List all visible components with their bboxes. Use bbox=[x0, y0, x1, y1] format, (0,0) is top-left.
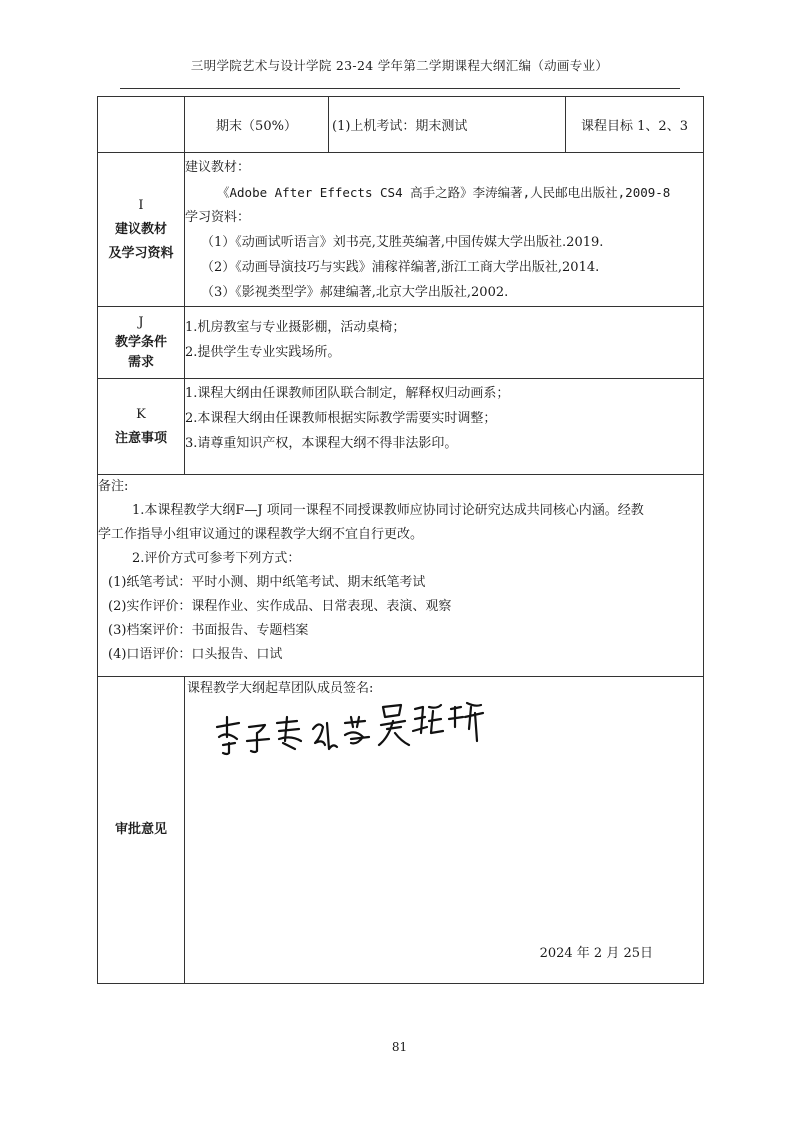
signature-1 bbox=[217, 717, 301, 754]
textbook-entry: 《Adobe After Effects CS4 高手之路》李涛编著,人民邮电出版社,2009-8 bbox=[217, 184, 671, 200]
notes-paragraph-1: 1.本课程教学大纲F—J 项同一课程不同授课教师应协同讨论研究达成共同核心内涵。经教 bbox=[132, 503, 644, 518]
evaluation-method: (3)档案评价：书面报告、专题档案 bbox=[108, 623, 309, 638]
document-header: 三明学院艺术与设计学院 23-24 学年第二学期课程大纲汇编（动画专业） bbox=[190, 58, 609, 73]
material-item: （1）《动画试听语言》刘书亮,艾胜英编著,中国传媒大学出版社.2019. bbox=[201, 234, 604, 250]
notes-content bbox=[98, 475, 704, 677]
section-k-label bbox=[98, 379, 185, 475]
notice-item: 2.本课程大纲由任课教师根据实际教学需要实时调整； bbox=[185, 411, 497, 426]
signature-3 bbox=[379, 703, 483, 745]
evaluation-method: (1)纸笔考试：平时小测、期中纸笔考试、期末纸笔考试 bbox=[108, 575, 426, 590]
materials-heading: 学习资料： bbox=[185, 209, 251, 225]
material-item: （3）《影视类型学》郝建编著,北京大学出版社,2002. bbox=[201, 284, 509, 300]
notice-item: 1.课程大纲由任课教师团队联合制定，解释权归动画系； bbox=[185, 386, 510, 401]
section-j-row bbox=[98, 307, 704, 379]
section-k-letter: K bbox=[136, 406, 146, 422]
evaluation-method: (4)口语评价：口头报告、口试 bbox=[108, 647, 283, 662]
section-i-label bbox=[98, 153, 185, 307]
final-exam-method-text: (1)上机考试：期末测试 bbox=[332, 119, 468, 134]
approval-label: 审批意见 bbox=[98, 677, 185, 984]
signature-2 bbox=[313, 717, 369, 749]
section-i-letter: I bbox=[138, 197, 144, 213]
section-i-title-1: 建议教材 bbox=[114, 221, 167, 237]
final-exam-method bbox=[329, 97, 566, 153]
signature-area bbox=[185, 677, 703, 983]
section-i-title-2: 及学习资料 bbox=[108, 245, 174, 261]
section-k-row bbox=[98, 379, 704, 475]
section-j-title-1: 教学条件 bbox=[114, 334, 167, 350]
notice-item: 3.请尊重知识产权，本课程大纲不得非法影印。 bbox=[185, 436, 458, 451]
notes-paragraph-1-cont: 学工作指导小组审议通过的课程教学大纲不宜自行更改。 bbox=[98, 527, 424, 542]
condition-item: 2.提供学生专业实践场所。 bbox=[185, 345, 341, 360]
header-rule bbox=[120, 88, 680, 89]
final-exam-label: 期末（50%） bbox=[185, 97, 329, 153]
section-j-title-2: 需求 bbox=[127, 354, 154, 370]
section-j-letter: J bbox=[138, 314, 144, 330]
notes-row bbox=[98, 475, 704, 677]
material-item: （2）《动画导演技巧与实践》浦稼祥编著,浙江工商大学出版社,2014. bbox=[201, 259, 600, 275]
approval-content bbox=[185, 677, 704, 984]
evaluation-method: (2)实作评价：课程作业、实作成品、日常表现、表演、观察 bbox=[108, 599, 452, 614]
page-number: 81 bbox=[391, 1040, 408, 1054]
empty-cell bbox=[98, 97, 185, 153]
approval-date: 2024 年 2 月 25日 bbox=[539, 946, 653, 961]
section-k-title: 注意事项 bbox=[114, 430, 167, 446]
section-i-content bbox=[185, 153, 704, 307]
signature-heading: 课程教学大纲起草团队成员签名: bbox=[187, 681, 374, 696]
section-k-content bbox=[185, 379, 704, 475]
condition-item: 1.机房教室与专业摄影棚，活动桌椅； bbox=[185, 320, 406, 335]
section-j-content bbox=[185, 307, 704, 379]
handwritten-signatures bbox=[205, 693, 505, 763]
final-exam-goal: 课程目标 1、2、3 bbox=[566, 97, 704, 153]
approval-row bbox=[98, 677, 704, 984]
notes-heading: 备注: bbox=[98, 479, 129, 494]
section-i-row bbox=[98, 153, 704, 307]
textbook-heading: 建议教材： bbox=[185, 159, 251, 175]
section-j-label bbox=[98, 307, 185, 379]
notes-paragraph-2: 2.评价方式可参考下列方式： bbox=[132, 551, 301, 566]
final-exam-row bbox=[98, 97, 704, 153]
course-outline-table bbox=[97, 96, 704, 984]
